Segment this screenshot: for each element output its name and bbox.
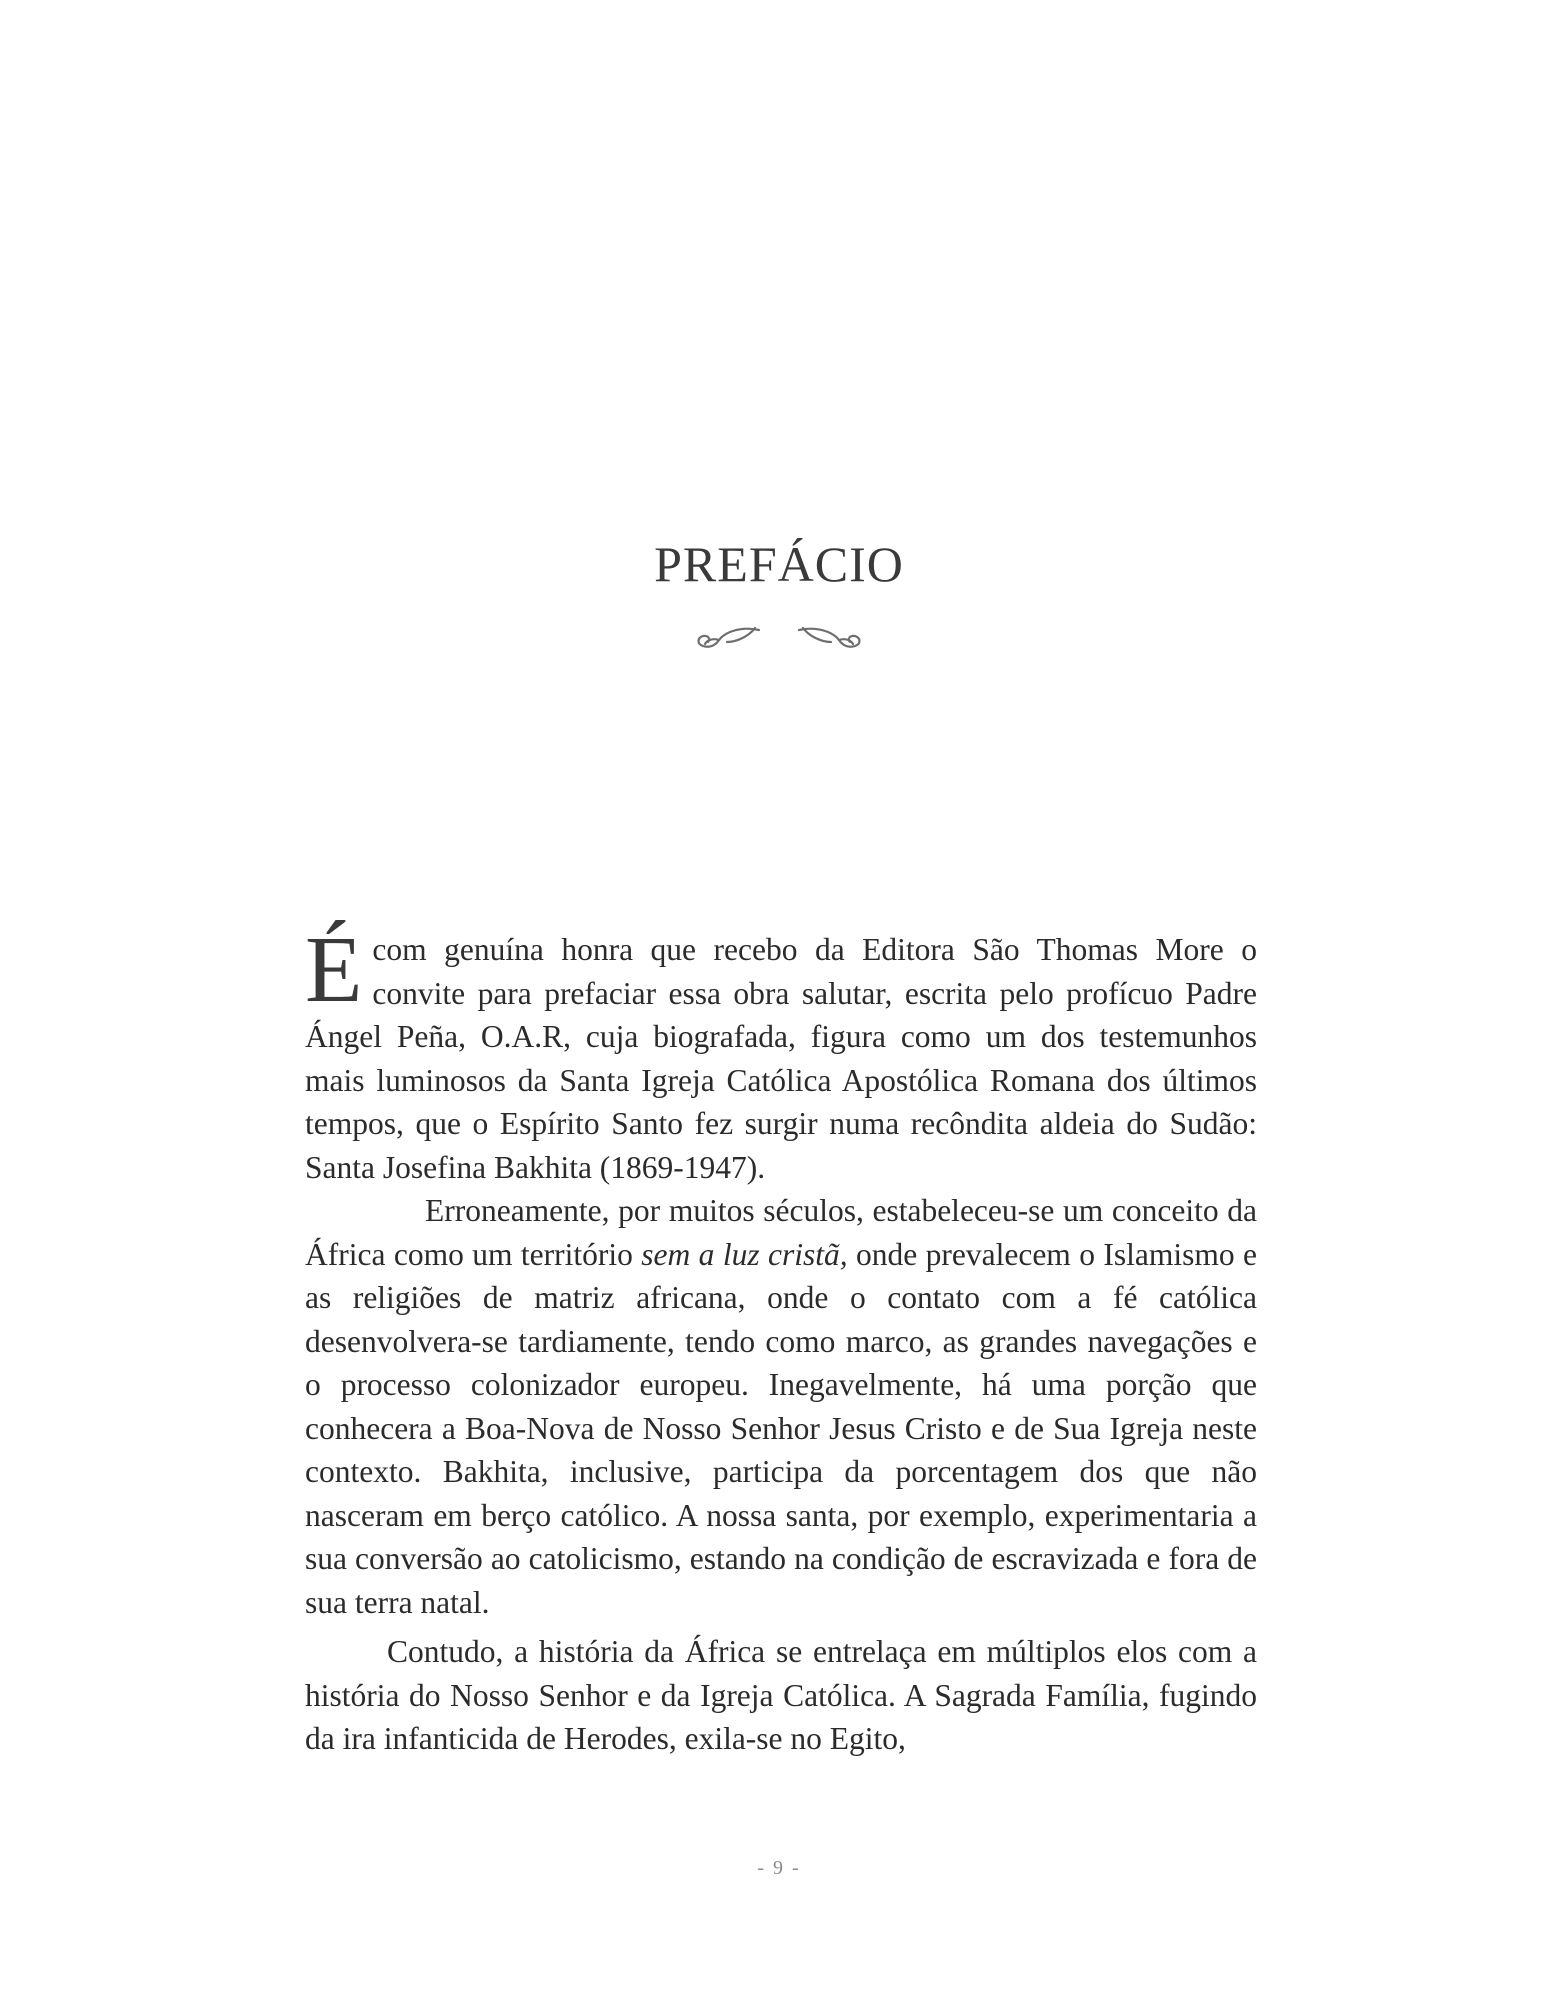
preface-body <box>305 918 1257 1761</box>
paragraph-3-text: Contudo, a história da África se entrelaça em múltiplos elos com a história do Nosso Senhor e da Igreja Católica. A Sagrada Família, fugindo da ira infanticida de Herodes, exila-se no Egito, <box>305 1634 1257 1756</box>
drop-cap: É <box>305 918 363 1022</box>
paragraph-2-text-b: onde prevalecem o Islamismo e as religiões de matriz africana, onde o contato com a fé católica desenvolvera-se tardiamente, tendo como marco, as grandes navegações e o processo colonizador europeu. Inegavelmente, há uma porção que conhecera a Boa-Nova de Nosso Senhor Jesus Cristo e de Sua Igreja neste contexto. Bakhita, inclusive, participa da porcentagem dos que não nasceram em berço católico. A nossa santa, por exemplo, experimentaria a sua conversão ao catolicismo, estando na condição de escravizada e fora de sua terra natal. <box>305 1236 1257 1620</box>
paragraph-2-italic: sem a luz cristã, <box>641 1236 848 1272</box>
flourish-divider-icon <box>689 618 869 658</box>
paragraph-2 <box>305 1189 1257 1624</box>
paragraph-2-text-a: Erroneamente, por muitos séculos, estabeleceu-se um conceito da África como um território <box>305 1193 1257 1272</box>
paragraph-1-text: com genuína honra que recebo da Editora São Thomas More o convite para prefaciar essa obra salutar, escrita pelo profícuo Padre Ángel Peña, O.A.R, cuja biografada, figura como um dos testemunhos mais luminosos da Santa Igreja Católica Apostólica Romana dos últimos tempos, que o Espírito Santo fez surgir numa recôndita aldeia do Sudão: Santa Josefina Bakhita (1869-1947). <box>305 932 1257 1185</box>
paragraph-1 <box>305 918 1257 1189</box>
page-title: PREFÁCIO <box>654 536 904 592</box>
paragraph-3 <box>305 1630 1257 1761</box>
page-number: - 9 - <box>757 1857 801 1879</box>
